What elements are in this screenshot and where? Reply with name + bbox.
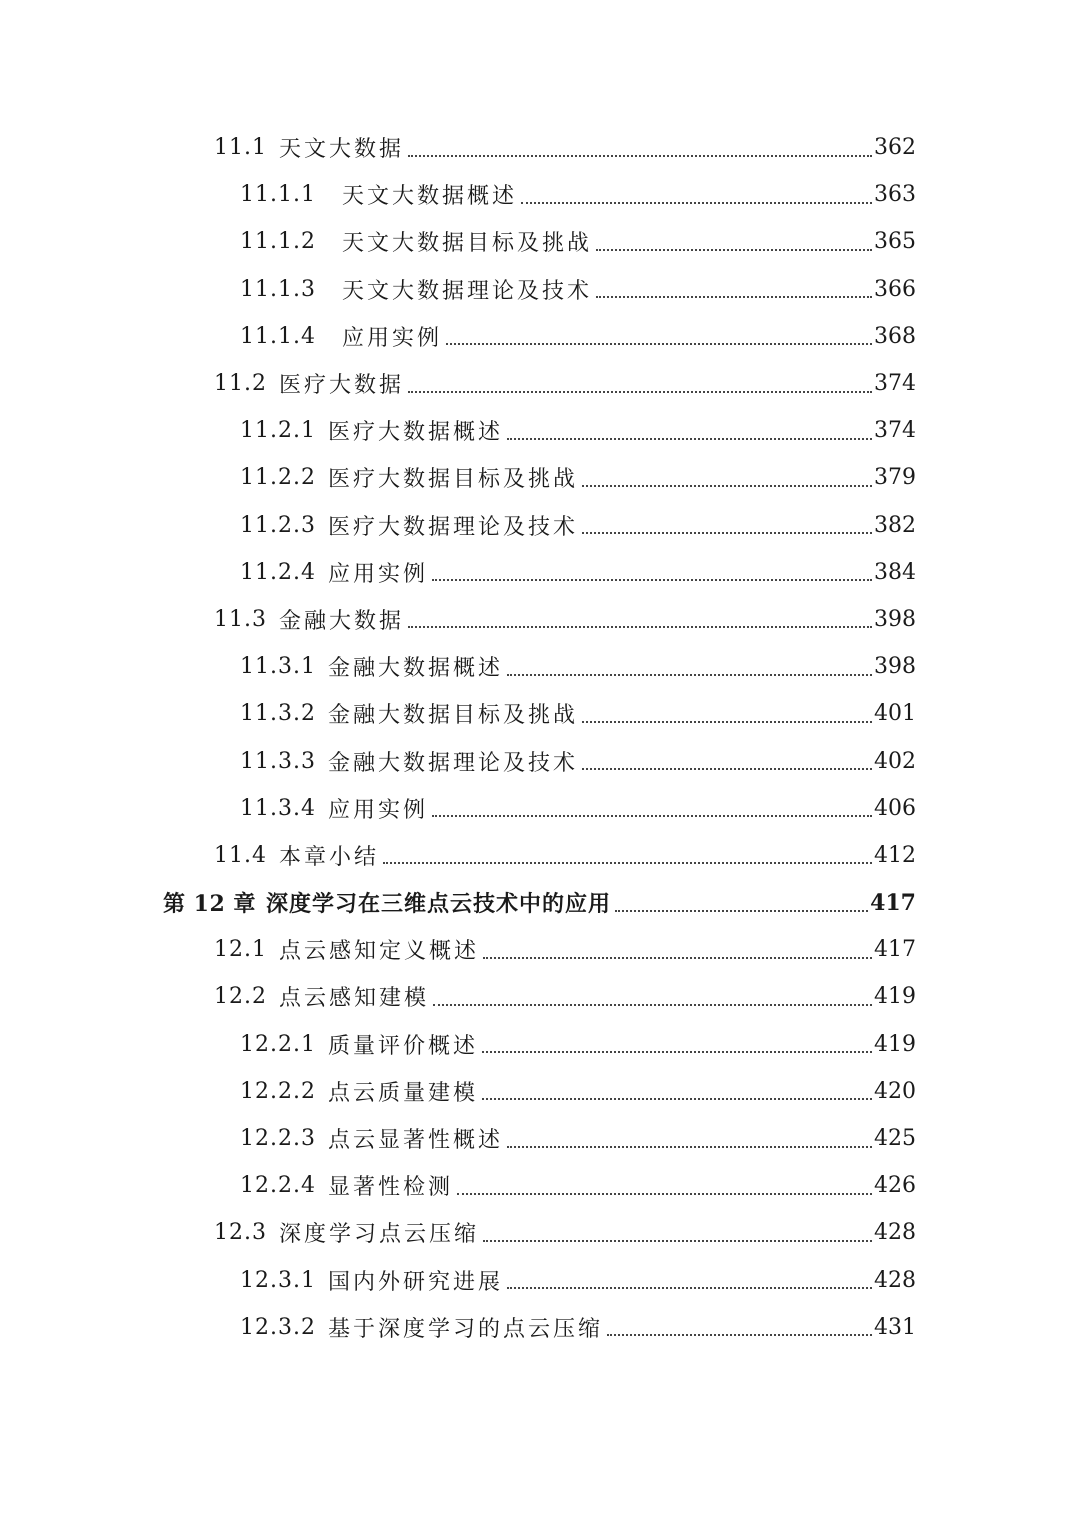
toc-entry-page: 398 [874,654,916,680]
toc-chapter-number: 第 12 章 [163,891,256,918]
toc-entry-page: 425 [874,1126,916,1152]
toc-entry-title: 点云感知建模 [278,986,429,1012]
toc-entry-title: 应用实例 [341,325,442,351]
toc-entry-page: 431 [874,1314,916,1340]
toc-entry-title: 医疗大数据 [278,373,404,399]
toc-entry[interactable] [0,502,1080,549]
toc-entry-number: 12.3.2 [240,1314,316,1340]
toc-entry-number: 11.1.2 [240,229,316,255]
dot-leader [408,155,872,157]
toc-entry-number: 11.1 [214,135,267,161]
toc-entry-page: 401 [874,701,916,727]
toc-entry-number: 11.2.3 [240,512,316,538]
toc-entry-title: 基于深度学习的点云压缩 [327,1316,603,1342]
toc-entry-page: 406 [874,795,916,821]
toc-entry-page: 382 [874,512,916,538]
toc-entry-number: 11.3 [214,606,267,632]
toc-entry-number: 12.3 [214,1220,267,1246]
toc-entry-number: 12.3.1 [240,1267,316,1293]
toc-entry[interactable] [0,785,1080,832]
toc-entry[interactable] [0,1021,1080,1068]
dot-leader [582,485,872,487]
toc-entry[interactable] [0,1304,1080,1351]
toc-entry[interactable] [0,171,1080,218]
toc-entry[interactable] [0,218,1080,265]
toc-entry[interactable] [0,1209,1080,1256]
table-of-contents [0,124,1080,1351]
toc-entry[interactable] [0,313,1080,360]
toc-entry-number: 11.3.1 [240,654,316,680]
toc-entry-title: 点云感知定义概述 [278,939,479,965]
toc-entry-page: 417 [874,937,916,963]
dot-leader [483,1240,872,1242]
toc-entry-page: 365 [874,229,916,255]
toc-entry-page: 363 [874,182,916,208]
toc-entry-page: 374 [874,371,916,397]
toc-entry-title: 金融大数据理论及技术 [327,750,578,776]
toc-entry-number: 11.3.2 [240,701,316,727]
toc-entry[interactable] [0,407,1080,454]
toc-entry-title: 显著性检测 [327,1175,453,1201]
toc-entry-title: 点云质量建模 [327,1080,478,1106]
toc-entry-page: 428 [874,1267,916,1293]
dot-leader [446,343,872,345]
toc-entry-title: 质量评价概述 [327,1033,478,1059]
toc-chapter-entry[interactable] [0,879,1080,926]
toc-entry[interactable] [0,1162,1080,1209]
dot-leader [507,438,872,440]
dot-leader [582,768,872,770]
toc-entry-title: 天文大数据 [278,137,404,163]
toc-entry[interactable] [0,360,1080,407]
toc-entry-page: 368 [874,323,916,349]
dot-leader [408,626,872,628]
toc-entry-title: 医疗大数据概述 [327,420,503,446]
dot-leader [607,1334,872,1336]
toc-entry-page: 362 [874,135,916,161]
toc-entry-number: 12.2.4 [240,1173,316,1199]
dot-leader [432,815,872,817]
toc-entry-page: 398 [874,606,916,632]
toc-entry-page: 419 [874,984,916,1010]
toc-entry-title: 应用实例 [327,561,428,587]
dot-leader [483,957,872,959]
toc-chapter-title: 深度学习在三维点云技术中的应用 [265,891,611,918]
toc-entry-title: 应用实例 [327,797,428,823]
toc-entry-page: 419 [874,1031,916,1057]
toc-entry-number: 11.2.2 [240,465,316,491]
toc-entry-title: 本章小结 [278,844,379,870]
dot-leader [582,721,872,723]
toc-entry-title: 金融大数据 [278,608,404,634]
toc-entry[interactable] [0,926,1080,973]
toc-entry-number: 11.2 [214,371,267,397]
toc-entry-page: 428 [874,1220,916,1246]
toc-entry-title: 天文大数据理论及技术 [341,278,592,304]
toc-entry[interactable] [0,690,1080,737]
toc-entry-title: 天文大数据概述 [341,184,517,210]
toc-entry-page: 366 [874,276,916,302]
toc-entry-number: 11.2.1 [240,418,316,444]
dot-leader [482,1098,872,1100]
toc-entry-number: 11.3.3 [240,748,316,774]
dot-leader [596,296,872,298]
toc-entry[interactable] [0,1115,1080,1162]
toc-entry[interactable] [0,1068,1080,1115]
toc-entry-number: 12.2.3 [240,1126,316,1152]
toc-entry-page: 426 [874,1173,916,1199]
toc-entry-title: 医疗大数据理论及技术 [327,514,578,540]
dot-leader [433,1004,872,1006]
toc-entry[interactable] [0,832,1080,879]
dot-leader [596,249,872,251]
toc-entry-title: 金融大数据目标及挑战 [327,703,578,729]
dot-leader [582,532,872,534]
toc-entry-number: 11.4 [214,842,267,868]
toc-entry-number: 11.3.4 [240,795,316,821]
toc-entry-number: 12.2 [214,984,267,1010]
toc-entry[interactable] [0,266,1080,313]
dot-leader [432,579,872,581]
toc-entry-page: 374 [874,418,916,444]
toc-entry-page: 402 [874,748,916,774]
toc-entry-number: 11.2.4 [240,559,316,585]
dot-leader [521,202,872,204]
toc-entry-title: 点云显著性概述 [327,1128,503,1154]
toc-entry[interactable] [0,643,1080,690]
toc-entry-number: 11.1.4 [240,323,316,349]
toc-entry-page: 417 [870,889,916,916]
toc-entry[interactable] [0,549,1080,596]
toc-entry-title: 医疗大数据目标及挑战 [327,467,578,493]
dot-leader [383,862,872,864]
toc-entry-title: 深度学习点云压缩 [278,1222,479,1248]
toc-entry-page: 412 [874,842,916,868]
toc-entry-page: 379 [874,465,916,491]
dot-leader [615,910,868,912]
toc-entry-number: 12.2.2 [240,1078,316,1104]
toc-entry-number: 12.2.1 [240,1031,316,1057]
toc-entry[interactable] [0,596,1080,643]
toc-entry[interactable] [0,454,1080,501]
dot-leader [507,1146,872,1148]
dot-leader [408,391,872,393]
toc-entry[interactable] [0,1257,1080,1304]
toc-entry-title: 天文大数据目标及挑战 [341,231,592,257]
dot-leader [482,1051,872,1053]
toc-entry-page: 384 [874,559,916,585]
toc-entry-title: 国内外研究进展 [327,1269,503,1295]
toc-entry[interactable] [0,124,1080,171]
toc-entry-number: 12.1 [214,937,267,963]
toc-entry-page: 420 [874,1078,916,1104]
dot-leader [457,1193,872,1195]
dot-leader [507,1287,872,1289]
dot-leader [507,674,872,676]
toc-entry[interactable] [0,973,1080,1020]
toc-entry-number: 11.1.3 [240,276,316,302]
toc-entry[interactable] [0,737,1080,784]
toc-entry-title: 金融大数据概述 [327,656,503,682]
toc-entry-number: 11.1.1 [240,182,316,208]
